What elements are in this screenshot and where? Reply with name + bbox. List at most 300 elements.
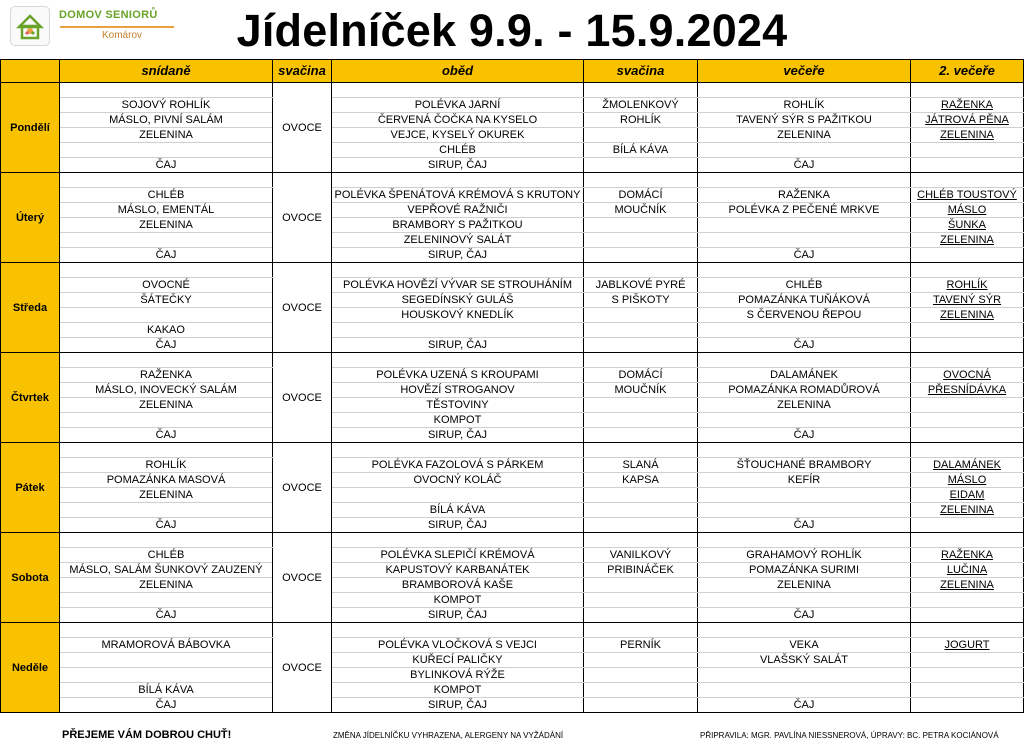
dinner-cell [698,533,911,548]
afternoon-snack-cell [584,353,698,368]
afternoon-snack-cell: DOMÁCÍ [584,368,698,383]
second-dinner-cell [911,203,1024,218]
menu-row [1,128,1024,143]
menu-row [1,458,1024,473]
second-dinner-cell [911,548,1024,563]
lunch-cell: POLÉVKA FAZOLOVÁ S PÁRKEM [332,458,584,473]
lunch-cell: SIRUP, ČAJ [332,608,584,623]
lunch-cell [332,353,584,368]
breakfast-cell: RAŽENKA [60,368,273,383]
second-dinner-item: ZELENINA [940,234,994,246]
breakfast-cell: ZELENINA [60,128,273,143]
menu-row [1,143,1024,158]
second-dinner-cell [911,458,1024,473]
menu-row [1,173,1024,188]
second-dinner-item: ZELENINA [940,504,994,516]
breakfast-cell: ČAJ [60,338,273,353]
lunch-cell: POLÉVKA UZENÁ S KROUPAMI [332,368,584,383]
breakfast-cell: OVOCNÉ [60,278,273,293]
afternoon-snack-cell [584,698,698,713]
second-dinner-cell [911,158,1024,173]
footer-prepared-by: PŘIPRAVILA: MGR. PAVLÍNA NIESSNEROVÁ, ÚPRAVY: BC. PETRA KOCIÁNOVÁ [700,731,999,740]
menu-row [1,668,1024,683]
second-dinner-cell [911,98,1024,113]
menu-row [1,623,1024,638]
menu-table [0,59,1024,713]
breakfast-cell: ZELENINA [60,578,273,593]
lunch-cell [332,623,584,638]
second-dinner-cell [911,488,1024,503]
breakfast-cell: ČAJ [60,698,273,713]
afternoon-snack-cell: JABLKOVÉ PYRÉ [584,278,698,293]
morning-snack-fruit: OVOCE [273,533,332,623]
menu-row [1,383,1024,398]
lunch-cell: KOMPOT [332,683,584,698]
second-dinner-item: ZELENINA [940,129,994,141]
logo-title: DOMOV SENIORŮ [59,9,158,21]
second-dinner-item: JOGURT [944,639,990,651]
breakfast-cell [60,653,273,668]
afternoon-snack-cell [584,158,698,173]
afternoon-snack-cell [584,173,698,188]
second-dinner-item: OVOCNÁ [943,369,991,381]
lunch-cell: VEJCE, KYSELÝ OKUREK [332,128,584,143]
second-dinner-item: ZELENINA [940,579,994,591]
menu-row [1,503,1024,518]
breakfast-cell [60,353,273,368]
second-dinner-item: MÁSLO [947,204,987,216]
breakfast-cell [60,83,273,98]
menu-row [1,653,1024,668]
day-label: Čtvrtek [1,353,60,443]
menu-row [1,308,1024,323]
second-dinner-cell [911,443,1024,458]
menu-row [1,413,1024,428]
second-dinner-item: TAVENÝ SÝR [932,294,1002,306]
breakfast-cell: ČAJ [60,608,273,623]
second-dinner-cell [911,578,1024,593]
breakfast-cell: MRAMOROVÁ BÁBOVKA [60,638,273,653]
dinner-cell: POMAZÁNKA SURIMI [698,563,911,578]
menu-row [1,353,1024,368]
second-dinner-cell [911,308,1024,323]
dinner-cell [698,173,911,188]
breakfast-cell [60,533,273,548]
breakfast-cell: CHLÉB [60,548,273,563]
dinner-cell: TAVENÝ SÝR S PAŽITKOU [698,113,911,128]
second-dinner-cell [911,233,1024,248]
dinner-cell [698,83,911,98]
lunch-cell: KOMPOT [332,413,584,428]
afternoon-snack-cell: DOMÁCÍ [584,188,698,203]
second-dinner-item: RAŽENKA [941,99,993,111]
dinner-cell: ČAJ [698,428,911,443]
dinner-cell: CHLÉB [698,278,911,293]
dinner-cell: VEKA [698,638,911,653]
second-dinner-cell [911,608,1024,623]
afternoon-snack-cell: MOUČNÍK [584,203,698,218]
menu-row [1,608,1024,623]
afternoon-snack-cell [584,128,698,143]
second-dinner-item: EIDAM [949,489,985,501]
lunch-cell: KOMPOT [332,593,584,608]
lunch-cell [332,83,584,98]
lunch-cell: ČERVENÁ ČOČKA NA KYSELO [332,113,584,128]
dinner-cell: ZELENINA [698,398,911,413]
second-dinner-item: ZELENINA [940,309,994,321]
breakfast-cell: POMAZÁNKA MASOVÁ [60,473,273,488]
afternoon-snack-cell: S PIŠKOTY [584,293,698,308]
dinner-cell [698,623,911,638]
second-dinner-cell [911,668,1024,683]
dinner-cell: ČAJ [698,608,911,623]
morning-snack-fruit: OVOCE [273,83,332,173]
menu-row [1,548,1024,563]
lunch-cell: SIRUP, ČAJ [332,698,584,713]
menu-row [1,203,1024,218]
menu-row [1,398,1024,413]
menu-row [1,113,1024,128]
dinner-cell: POMAZÁNKA ROMADŮROVÁ [698,383,911,398]
menu-row [1,368,1024,383]
lunch-cell: SIRUP, ČAJ [332,518,584,533]
menu-row [1,248,1024,263]
dinner-cell [698,353,911,368]
col-header-snack-afternoon: svačina [584,60,698,83]
lunch-cell: KAPUSTOVÝ KARBANÁTEK [332,563,584,578]
second-dinner-cell [911,653,1024,668]
second-dinner-cell [911,623,1024,638]
dinner-cell [698,323,911,338]
afternoon-snack-cell: ŽMOLENKOVÝ [584,98,698,113]
second-dinner-item: MÁSLO [947,474,987,486]
morning-snack-fruit: OVOCE [273,443,332,533]
col-header-second-dinner: 2. večeře [911,60,1024,83]
dinner-cell [698,503,911,518]
menu-row [1,473,1024,488]
breakfast-cell: SOJOVÝ ROHLÍK [60,98,273,113]
dinner-cell [698,143,911,158]
second-dinner-item: PŘESNÍDÁVKA [927,384,1007,396]
afternoon-snack-cell [584,443,698,458]
page-title: Jídelníček 9.9. - 15.9.2024 [236,5,788,56]
lunch-cell: SIRUP, ČAJ [332,158,584,173]
breakfast-cell [60,623,273,638]
second-dinner-cell [911,698,1024,713]
second-dinner-cell [911,113,1024,128]
second-dinner-cell [911,323,1024,338]
second-dinner-cell [911,263,1024,278]
dinner-cell: ČAJ [698,248,911,263]
lunch-cell: ZELENINOVÝ SALÁT [332,233,584,248]
second-dinner-cell [911,188,1024,203]
lunch-cell: POLÉVKA SLEPIČÍ KRÉMOVÁ [332,548,584,563]
menu-row [1,578,1024,593]
afternoon-snack-cell [584,398,698,413]
menu-row [1,518,1024,533]
lunch-cell: BÍLÁ KÁVA [332,503,584,518]
lunch-cell [332,443,584,458]
breakfast-cell [60,503,273,518]
afternoon-snack-cell [584,503,698,518]
second-dinner-cell [911,248,1024,263]
menu-row [1,683,1024,698]
dinner-cell: ČAJ [698,158,911,173]
page-header [0,0,1024,60]
breakfast-cell: KAKAO [60,323,273,338]
menu-row [1,488,1024,503]
menu-row [1,188,1024,203]
second-dinner-cell [911,278,1024,293]
afternoon-snack-cell [584,308,698,323]
second-dinner-item: DALAMÁNEK [933,459,1001,471]
breakfast-cell: ZELENINA [60,488,273,503]
menu-row [1,638,1024,653]
second-dinner-cell [911,368,1024,383]
second-dinner-cell [911,413,1024,428]
day-label: Pondělí [1,83,60,173]
lunch-cell [332,323,584,338]
lunch-cell: POLÉVKA VLOČKOVÁ S VEJCI [332,638,584,653]
afternoon-snack-cell [584,593,698,608]
second-dinner-cell [911,503,1024,518]
afternoon-snack-cell [584,233,698,248]
breakfast-cell: ČAJ [60,518,273,533]
lunch-cell: SIRUP, ČAJ [332,248,584,263]
dinner-cell: ČAJ [698,338,911,353]
morning-snack-fruit: OVOCE [273,353,332,443]
second-dinner-cell [911,143,1024,158]
col-header-lunch: oběd [332,60,584,83]
menu-row [1,428,1024,443]
afternoon-snack-cell: ROHLÍK [584,113,698,128]
day-label: Sobota [1,533,60,623]
breakfast-cell [60,443,273,458]
menu-row [1,218,1024,233]
afternoon-snack-cell: MOUČNÍK [584,383,698,398]
second-dinner-cell [911,83,1024,98]
dinner-cell: S ČERVENOU ŘEPOU [698,308,911,323]
col-header-snack-morning: svačina [273,60,332,83]
dinner-cell: ŠŤOUCHANÉ BRAMBORY [698,458,911,473]
second-dinner-cell [911,383,1024,398]
menu-row [1,563,1024,578]
menu-row [1,263,1024,278]
second-dinner-item: LUČINA [946,564,988,576]
lunch-cell: OVOCNÝ KOLÁČ [332,473,584,488]
dinner-cell [698,218,911,233]
dinner-cell [698,263,911,278]
breakfast-cell [60,173,273,188]
second-dinner-cell [911,638,1024,653]
afternoon-snack-cell: PRIBINÁČEK [584,563,698,578]
lunch-cell: SIRUP, ČAJ [332,338,584,353]
menu-row [1,98,1024,113]
dinner-cell: ROHLÍK [698,98,911,113]
lunch-cell [332,533,584,548]
second-dinner-cell [911,128,1024,143]
lunch-cell: POLÉVKA ŠPENÁTOVÁ KRÉMOVÁ S KRUTONY [332,188,584,203]
second-dinner-cell [911,398,1024,413]
breakfast-cell: ZELENINA [60,218,273,233]
dinner-cell: POLÉVKA Z PEČENÉ MRKVE [698,203,911,218]
afternoon-snack-cell [584,608,698,623]
breakfast-cell [60,593,273,608]
lunch-cell [332,263,584,278]
afternoon-snack-cell [584,263,698,278]
second-dinner-cell [911,533,1024,548]
menu-row [1,533,1024,548]
afternoon-snack-cell [584,683,698,698]
afternoon-snack-cell [584,338,698,353]
dinner-cell: ČAJ [698,518,911,533]
lunch-cell: BYLINKOVÁ RÝŽE [332,668,584,683]
morning-snack-fruit: OVOCE [273,263,332,353]
second-dinner-cell [911,563,1024,578]
dinner-cell: ČAJ [698,698,911,713]
lunch-cell: VEPŘOVÉ RAŽNIČI [332,203,584,218]
menu-row [1,83,1024,98]
dinner-cell: POMAZÁNKA TUŇÁKOVÁ [698,293,911,308]
second-dinner-item: RAŽENKA [941,549,993,561]
col-header-dinner: večeře [698,60,911,83]
lunch-cell [332,173,584,188]
afternoon-snack-cell [584,518,698,533]
breakfast-cell: ČAJ [60,248,273,263]
footer [0,726,1024,744]
dinner-cell: ZELENINA [698,128,911,143]
dinner-cell: GRAHAMOVÝ ROHLÍK [698,548,911,563]
breakfast-cell: ROHLÍK [60,458,273,473]
breakfast-cell: MÁSLO, SALÁM ŠUNKOVÝ ZAUZENÝ [60,563,273,578]
menu-row [1,293,1024,308]
breakfast-cell [60,263,273,278]
afternoon-snack-cell [584,623,698,638]
lunch-cell: BRAMBOROVÁ KAŠE [332,578,584,593]
menu-row [1,338,1024,353]
lunch-cell: HOUSKOVÝ KNEDLÍK [332,308,584,323]
second-dinner-cell [911,173,1024,188]
dinner-cell [698,233,911,248]
afternoon-snack-cell [584,488,698,503]
lunch-cell: HOVĚZÍ STROGANOV [332,383,584,398]
breakfast-cell: MÁSLO, INOVECKÝ SALÁM [60,383,273,398]
afternoon-snack-cell [584,83,698,98]
second-dinner-item: CHLÉB TOUSTOVÝ [917,189,1017,201]
second-dinner-item: JÁTROVÁ PĚNA [925,114,1009,126]
dinner-cell: ZELENINA [698,578,911,593]
breakfast-cell [60,308,273,323]
second-dinner-cell [911,218,1024,233]
header-row [1,60,1024,83]
breakfast-cell: ZELENINA [60,398,273,413]
breakfast-cell: CHLÉB [60,188,273,203]
lunch-cell: CHLÉB [332,143,584,158]
afternoon-snack-cell [584,413,698,428]
afternoon-snack-cell [584,533,698,548]
afternoon-snack-cell [584,323,698,338]
corner-cell [1,60,60,83]
dinner-cell [698,413,911,428]
lunch-cell: POLÉVKA HOVĚZÍ VÝVAR SE STROUHÁNÍM [332,278,584,293]
breakfast-cell: ŠÁTEČKY [60,293,273,308]
menu-row [1,158,1024,173]
second-dinner-item: ŠUNKA [948,219,986,231]
dinner-cell: VLAŠSKÝ SALÁT [698,653,911,668]
dinner-cell [698,443,911,458]
lunch-cell: TĚSTOVINY [332,398,584,413]
afternoon-snack-cell [584,578,698,593]
afternoon-snack-cell: KAPSA [584,473,698,488]
dinner-cell: RAŽENKA [698,188,911,203]
menu-row [1,698,1024,713]
afternoon-snack-cell: SLANÁ [584,458,698,473]
second-dinner-cell [911,473,1024,488]
breakfast-cell [60,233,273,248]
logo-subtitle: Komárov [102,30,143,41]
afternoon-snack-cell [584,668,698,683]
dinner-cell [698,488,911,503]
col-header-breakfast: snídaně [60,60,273,83]
day-label: Pátek [1,443,60,533]
afternoon-snack-cell [584,248,698,263]
footer-wish: PŘEJEME VÁM DOBROU CHUŤ! [62,729,232,741]
lunch-cell: SEGEDÍNSKÝ GULÁŠ [332,293,584,308]
breakfast-cell: ČAJ [60,428,273,443]
breakfast-cell: BÍLÁ KÁVA [60,683,273,698]
second-dinner-cell [911,293,1024,308]
afternoon-snack-cell [584,428,698,443]
lunch-cell: BRAMBORY S PAŽITKOU [332,218,584,233]
menu-row [1,443,1024,458]
breakfast-cell: ČAJ [60,158,273,173]
second-dinner-item: ROHLÍK [946,279,988,291]
breakfast-cell [60,668,273,683]
lunch-cell: SIRUP, ČAJ [332,428,584,443]
breakfast-cell [60,413,273,428]
day-label: Středa [1,263,60,353]
breakfast-cell [60,143,273,158]
menu-row [1,278,1024,293]
dinner-cell: DALAMÁNEK [698,368,911,383]
morning-snack-fruit: OVOCE [273,623,332,713]
lunch-cell [332,488,584,503]
afternoon-snack-cell: VANILKOVÝ [584,548,698,563]
dinner-cell: KEFÍR [698,473,911,488]
breakfast-cell: MÁSLO, PIVNÍ SALÁM [60,113,273,128]
afternoon-snack-cell [584,653,698,668]
afternoon-snack-cell: BÍLÁ KÁVA [584,143,698,158]
day-label: Úterý [1,173,60,263]
footer-note: ZMĚNA JÍDELNÍČKU VYHRAZENA, ALERGENY NA VYŽÁDÁNÍ [333,731,564,740]
second-dinner-cell [911,338,1024,353]
second-dinner-cell [911,353,1024,368]
afternoon-snack-cell: PERNÍK [584,638,698,653]
dinner-cell [698,668,911,683]
second-dinner-cell [911,593,1024,608]
breakfast-cell: MÁSLO, EMENTÁL [60,203,273,218]
lunch-cell: POLÉVKA JARNÍ [332,98,584,113]
day-label: Neděle [1,623,60,713]
menu-row [1,323,1024,338]
second-dinner-cell [911,428,1024,443]
lunch-cell: KUŘECÍ PALIČKY [332,653,584,668]
menu-row [1,593,1024,608]
second-dinner-cell [911,683,1024,698]
menu-row [1,233,1024,248]
morning-snack-fruit: OVOCE [273,173,332,263]
dinner-cell [698,683,911,698]
